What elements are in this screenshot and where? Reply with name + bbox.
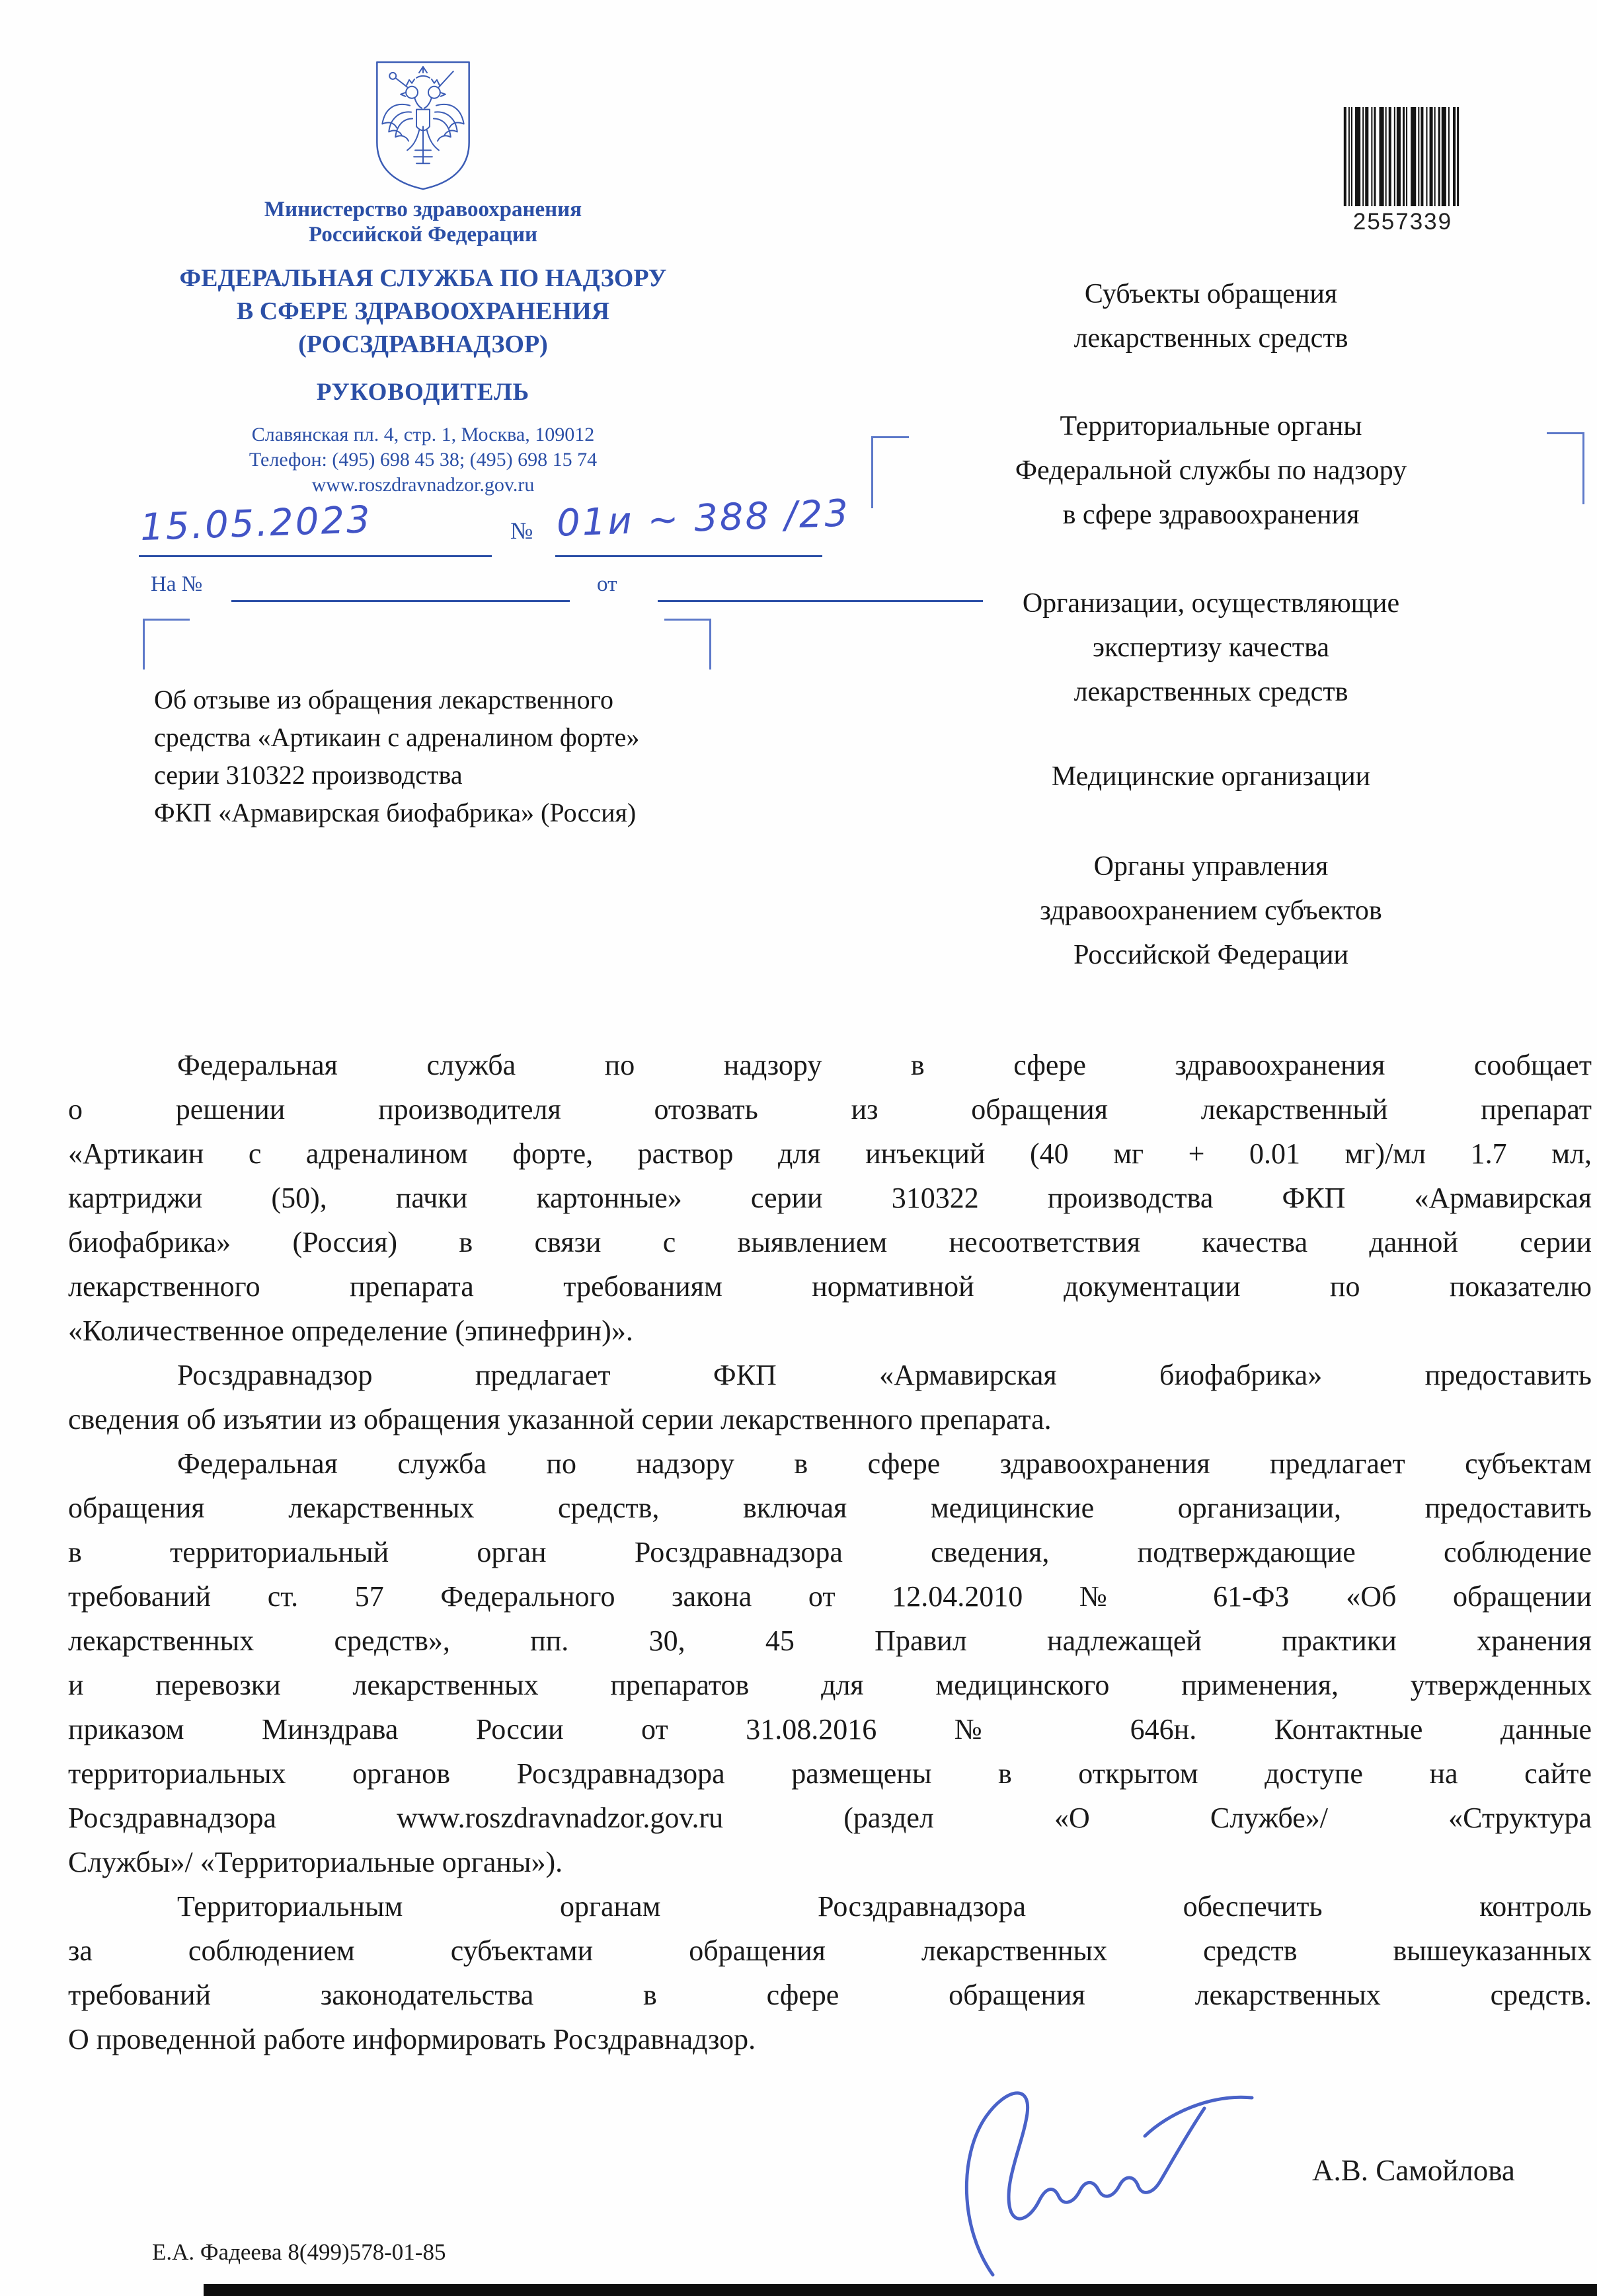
scan-edge-artifact	[204, 2284, 1597, 2296]
subject-line: средства «Артикаин с адреналином форте»	[154, 722, 640, 752]
recipient-line: Субъекты обращения	[1084, 279, 1338, 309]
body-line: требований законодательства в сфере обращения лекарственных средств.	[68, 1979, 1592, 2011]
number-underline	[555, 555, 822, 557]
body-line: требований ст. 57 Федерального закона от 12.04.2010 № 61-ФЗ «Об обращении	[68, 1580, 1592, 1613]
reply-number-label: На №	[151, 572, 203, 596]
recipient-line: Российской Федерации	[1073, 940, 1348, 970]
recipient-line: лекарственных средств	[1073, 323, 1348, 354]
body-line: приказом Минздрава России от 31.08.2016 № 646н. Контактные данные	[68, 1713, 1592, 1745]
handwritten-signature-icon	[947, 2057, 1264, 2281]
recipient-block-territorial	[874, 404, 1548, 537]
recipient-line: Медицинские организации	[1051, 761, 1371, 792]
service-name-line2: В СФЕРЕ ЗДРАВООХРАНЕНИЯ	[236, 297, 610, 325]
body-line: Росздравнадзора www.roszdravnadzor.gov.ru (раздел «О Службе»/ «Структура	[68, 1802, 1592, 1834]
body-line: О проведенной работе информировать Росздравнадзор.	[68, 2023, 756, 2055]
body-line: «Количественное определение (эпинефрин)».	[68, 1315, 633, 1347]
recipient-line: здравоохранением субъектов	[1040, 896, 1382, 926]
signer-name: А.В. Самойлова	[1312, 2154, 1515, 2187]
body-line: за соблюдением субъектами обращения лекарственных средств вышеуказанных	[68, 1934, 1592, 1967]
recipient-line: в сфере здравоохранения	[1062, 500, 1360, 530]
letter-subject	[154, 681, 789, 831]
body-line: картриджи (50), пачки картонные» серии 310322 производства ФКП «Армавирская	[68, 1182, 1592, 1214]
recipient-block-health-authorities	[874, 845, 1548, 977]
org-website: www.roszdravnadzor.gov.ru	[311, 474, 535, 496]
handwritten-date: 15.05.2023	[139, 498, 373, 550]
subject-corner-bracket-right-icon	[664, 619, 711, 670]
org-address: Славянская пл. 4, стр. 1, Москва, 109012	[251, 424, 595, 445]
handwritten-outgoing-number: 01и ~ 388 /23	[556, 492, 851, 545]
recipient-line: Территориальные органы	[1060, 411, 1362, 441]
reply-date-label: от	[597, 572, 617, 596]
recipient-line: лекарственных средств	[1073, 677, 1348, 707]
body-line: Службы»/ «Территориальные органы»).	[68, 1846, 563, 1878]
subject-line: ФКП «Армавирская биофабрика» (Россия)	[154, 798, 637, 827]
body-line: «Артикаин с адреналином форте, раствор для инъекций (40 мг + 0.01 мг)/мл 1.7 мл,	[68, 1137, 1592, 1170]
body-line: территориальных органов Росздравнадзора размещены в открытом доступе на сайте	[68, 1757, 1592, 1790]
reply-number-underline	[231, 600, 570, 602]
service-name-line3: (РОСЗДРАВНАДЗОР)	[298, 330, 548, 358]
body-line: Федеральная служба по надзору в сфере здравоохранения сообщает	[177, 1049, 1592, 1081]
registration-barcode-icon	[1343, 107, 1462, 206]
body-line: обращения лекарственных средств, включая медицинские организации, предоставить	[68, 1492, 1592, 1524]
body-line: Федеральная служба по надзору в сфере здравоохранения предлагает субъектам	[177, 1447, 1592, 1480]
body-line: биофабрика» (Россия) в связи с выявлением несоответствия качества данной серии	[68, 1226, 1592, 1258]
service-name-line1: ФЕДЕРАЛЬНАЯ СЛУЖБА ПО НАДЗОРУ	[179, 264, 667, 292]
recipient-block-subjects	[874, 272, 1548, 361]
body-line: в территориальный орган Росздравнадзора сведения, подтверждающие соблюдение	[68, 1536, 1592, 1568]
subject-line: серии 310322 производства	[154, 760, 463, 790]
signer-position: РУКОВОДИТЕЛЬ	[316, 379, 530, 406]
body-line: лекарственного препарата требованиям нормативной документации по показателю	[68, 1270, 1592, 1303]
recipient-block-expert-orgs	[874, 582, 1548, 714]
subject-line: Об отзыве из обращения лекарственного	[154, 685, 613, 714]
body-line: и перевозки лекарственных препаратов для медицинского применения, утвержденных	[68, 1669, 1592, 1701]
coat-of-arms-emblem-icon	[370, 58, 476, 193]
recipient-line: экспертизу качества	[1092, 632, 1330, 663]
ministry-name-line1: Министерство здравоохранения	[264, 198, 582, 221]
body-line: о решении производителя отозвать из обращения лекарственный препарат	[68, 1093, 1592, 1126]
ministry-name-line2: Российской Федерации	[309, 223, 537, 247]
org-phone: Телефон: (495) 698 45 38; (495) 698 15 74	[249, 449, 598, 471]
executor-contact: Е.А. Фадеева 8(499)578-01-85	[152, 2239, 446, 2265]
body-line: лекарственных средств», пп. 30, 45 Правил надлежащей практики хранения	[68, 1625, 1592, 1657]
body-line: Территориальным органам Росздравнадзора обеспечить контроль	[177, 1890, 1592, 1923]
number-sign-label: №	[510, 517, 533, 544]
barcode-number: 2557339	[1352, 209, 1453, 235]
subject-corner-bracket-left-icon	[143, 619, 190, 670]
date-underline	[139, 555, 492, 557]
letterhead	[66, 58, 780, 498]
body-line: сведения об изъятии из обращения указанной серии лекарственного препарата.	[68, 1403, 1052, 1435]
recipient-line: Организации, осуществляющие	[1022, 588, 1400, 619]
recipient-corner-bracket-right-icon	[1547, 432, 1584, 504]
recipient-line: Органы управления	[1093, 851, 1329, 882]
recipient-line: Федеральной службы по надзору	[1015, 455, 1407, 486]
recipient-block-medical-orgs	[874, 755, 1548, 799]
letter-body	[68, 1043, 1592, 2061]
body-line: Росздравнадзор предлагает ФКП «Армавирская биофабрика» предоставить	[177, 1359, 1592, 1391]
